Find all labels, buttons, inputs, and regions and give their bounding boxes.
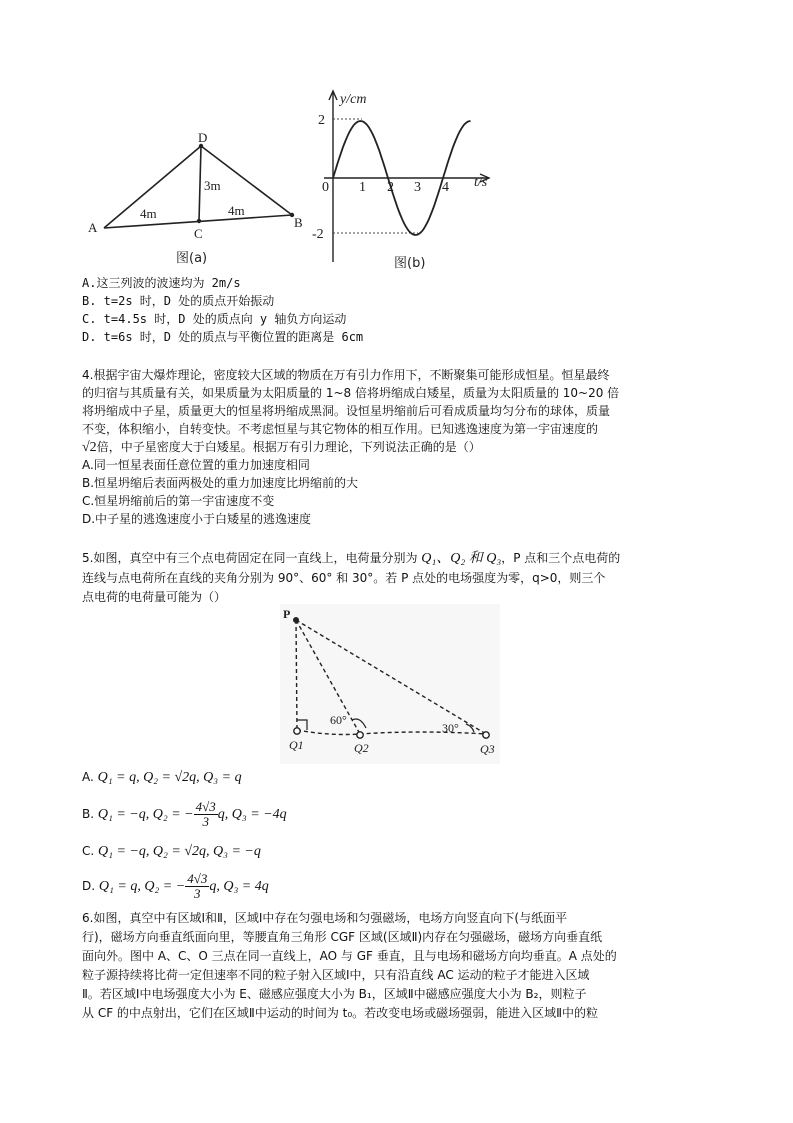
tick-1: 1: [359, 180, 366, 195]
q4-line-1: 4.根据宇宙大爆炸理论，密度较大区域的物质在万有引力作用下，不断聚集可能形成恒星。恒星最终: [82, 368, 610, 382]
q5-option-a: [82, 768, 242, 787]
label-60: 60°: [330, 713, 347, 727]
q6-line-3: 面向外。图中 A、C、O 三点在同一直线上，AO 与 GF 垂直，且与电场和磁场方向均垂直。A 点处的: [82, 949, 617, 963]
q4-line-4: 不变，体积缩小，自转变快。不考虑恒星与其它物体的相互作用。已知逃逸速度为第一宇宙速度的: [82, 422, 599, 436]
q6-line-1: 6.如图，真空中有区域Ⅰ和Ⅱ，区域Ⅰ中存在匀强电场和匀强磁场，电场方向竖直向下(与纸面平: [82, 911, 568, 925]
q6-line-6: 从 CF 的中点射出，它们在区域Ⅱ中运动的时间为 t₀。若改变电场或磁场强弱，能进入区域Ⅱ中的粒: [82, 1006, 599, 1020]
q5-charges: Q₁、Q₂ 和 Q₃: [421, 551, 502, 566]
q5-figure: [280, 604, 500, 764]
q5-option-b-pre: Q₁ = −q, Q₂ = −: [97, 807, 194, 822]
charge-Q2: [357, 732, 363, 738]
label-D: D: [198, 130, 208, 145]
q4-option-a: A.同一恒星表面任意位置的重力加速度相同: [82, 458, 310, 472]
label-C: C: [194, 226, 203, 241]
label-DC: 3m: [204, 178, 221, 193]
q6-line-5: Ⅱ。若区域Ⅰ中电场强度大小为 E、磁感应强度大小为 B₁，区域Ⅱ中磁感应强度大小为 B₂，则粒子: [82, 987, 587, 1001]
q4-line-5: [82, 438, 481, 457]
tick-0: 0: [322, 180, 329, 195]
y-bottom-label: -2: [312, 227, 324, 242]
q4-sqrt2: √2: [82, 440, 97, 455]
y-top-label: 2: [318, 113, 325, 128]
tick-3: 3: [414, 180, 421, 195]
label-30: 30°: [442, 721, 459, 735]
q5-line-1b: ，P 点和三个点电荷的: [501, 551, 621, 565]
q5-option-a-expr: Q₁ = q, Q₂ = √2q, Q₃ = q: [97, 770, 242, 785]
tick-4: 4: [442, 180, 449, 195]
q5-line-1a: 5.如图，真空中有三个点电荷固定在同一直线上，电荷量分别为: [82, 551, 422, 565]
label-Q2: Q2: [354, 741, 369, 755]
charge-Q3: [483, 732, 489, 738]
label-Q3: Q3: [480, 742, 495, 756]
q4-option-b: B.恒星坍缩后表面两极处的重力加速度比坍缩前的大: [82, 476, 359, 490]
q5-option-d-prefix: D.: [82, 879, 96, 893]
point-C: [197, 219, 201, 223]
figure-b: [310, 86, 495, 274]
q5-line-1: [82, 549, 620, 568]
q5-option-b-post: q, Q₃ = −4q: [217, 807, 287, 822]
label-Q1: Q1: [289, 738, 304, 752]
q4-line-5-text: 倍，中子星密度大于白矮星。根据万有引力理论，下列说法正确的是（）: [96, 440, 481, 454]
q5-option-d-frac: [185, 872, 209, 901]
y-axis-label: y/cm: [340, 92, 367, 107]
q6-line-2: 行)，磁场方向垂直纸面向里，等腰直角三角形 CGF 区域(区域Ⅱ)内存在匀强磁场，磁场方向垂直纸: [82, 930, 603, 944]
q4-option-c: C.恒星坍缩前后的第一宇宙速度不变: [82, 494, 275, 508]
label-AC: 4m: [140, 206, 157, 221]
label-B: B: [294, 215, 303, 230]
caption-b: 图(b): [394, 256, 426, 271]
t-axis-label: t/s: [474, 175, 488, 190]
label-P: P: [283, 607, 291, 621]
point-P: [293, 617, 299, 623]
q3-option-b: B. t=2s 时，D 处的质点开始振动: [82, 294, 275, 308]
q3-option-a: A.这三列波的波速均为 2m/s: [82, 276, 241, 290]
q5-option-b: [82, 798, 287, 831]
q5-option-c-prefix: C.: [82, 844, 95, 858]
q4-line-2: 的归宿与其质量有关，如果质量为太阳质量的 1~8 倍将坍缩成白矮星，质量为太阳质量的 10~20 倍: [82, 386, 620, 400]
q5-option-c-expr: Q₁ = −q, Q₂ = √2q, Q₃ = −q: [98, 844, 261, 859]
q4-option-d: D.中子星的逃逸速度小于白矮星的逃逸速度: [82, 512, 312, 526]
figure-a: [80, 128, 310, 272]
q5-line-2: 连线与点电荷所在直线的夹角分别为 90°、60° 和 30°。若 P 点处的电场强度为零，q>0，则三个: [82, 571, 606, 585]
charge-Q1: [294, 728, 300, 734]
q5-option-b-den: 3: [202, 814, 209, 829]
q5-option-d-pre: Q₁ = q, Q₂ = −: [98, 879, 186, 894]
q5-option-c: [82, 842, 261, 861]
q6-line-4: 粒子源持续将比荷一定但速率不同的粒子射入区域Ⅰ中，只有沿直线 AC 运动的粒子才能进入区域: [82, 968, 590, 982]
q3-option-d: D. t=6s 时，D 处的质点与平衡位置的距离是 6cm: [82, 330, 364, 344]
q5-option-b-prefix: B.: [82, 807, 95, 821]
tick-2: 2: [387, 180, 394, 195]
q5-option-b-num: 4√3: [195, 799, 216, 814]
q5-option-d-post: q, Q₃ = 4q: [209, 879, 269, 894]
q5-option-d-num: 4√3: [187, 871, 208, 886]
q5-option-a-prefix: A.: [82, 770, 94, 784]
q4-line-3: 将坍缩成中子星，质量更大的恒星将坍缩成黑洞。设恒星坍缩前后可看成质量均匀分布的球体，质量: [82, 404, 611, 418]
q3-option-c: C. t=4.5s 时，D 处的质点向 y 轴负方向运动: [82, 312, 347, 326]
q5-option-d: [82, 870, 269, 903]
q5-option-b-frac: [194, 800, 218, 829]
q5-option-d-den: 3: [194, 886, 201, 901]
q5-line-3: 点电荷的电荷量可能为（）: [82, 590, 227, 604]
label-A: A: [88, 220, 98, 235]
label-CB: 4m: [228, 203, 245, 218]
caption-a: 图(a): [176, 251, 208, 266]
